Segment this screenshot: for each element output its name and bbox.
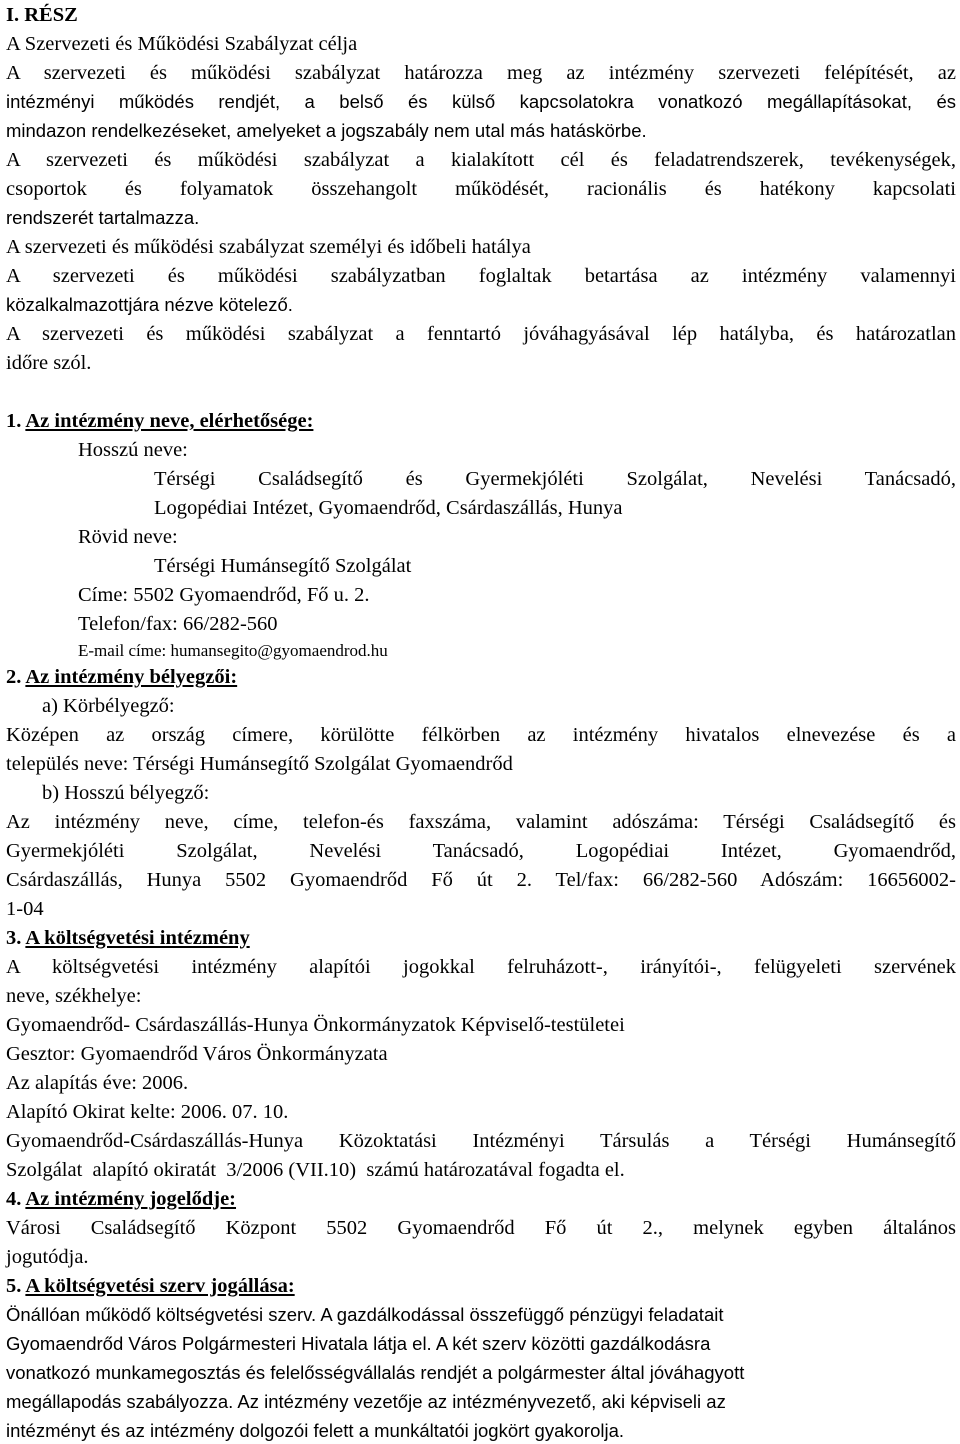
section-3-title: A költségvetési intézmény: [25, 927, 250, 949]
long-stamp-label: b) Hosszú bélyegző:: [42, 782, 210, 804]
scope-paragraph-line: időre szól.: [6, 352, 92, 374]
section-5-line: Önállóan működő költségvetési szerv. A gazdálkodással összefüggő pénzügyi feladatait: [6, 1304, 724, 1325]
scope-paragraph-line: A szervezeti és működési szabályzatban foglaltak betartása az intézmény valamennyi: [6, 265, 956, 287]
section-4-title: Az intézmény jogelődje:: [25, 1188, 237, 1210]
section-4-number: 4.: [6, 1188, 22, 1210]
section-1-title: Az intézmény neve, elérhetősége:: [25, 410, 314, 432]
phone-fax: Telefon/fax: 66/282-560: [78, 613, 278, 635]
scope-heading: A szervezeti és működési szabályzat személyi és időbeli hatálya: [6, 236, 531, 258]
purpose-paragraph-line: intézményi működés rendjét, a belső és külső kapcsolatokra vonatkozó megállapításokat, és: [6, 91, 956, 112]
purpose-heading: A Szervezeti és Működési Szabályzat célja: [6, 33, 358, 55]
purpose-paragraph-line: A szervezeti és működési szabályzat határozza meg az intézmény szervezeti felépítését, az: [6, 62, 956, 84]
section-2-heading: [6, 664, 237, 690]
long-name-label: Hosszú neve:: [78, 439, 188, 461]
section-1-number: 1.: [6, 410, 22, 432]
section-4-line: Városi Családsegítő Központ 5502 Gyomaendrőd Fő út 2., melynek egyben általános: [6, 1217, 956, 1239]
short-name-label: Rövid neve:: [78, 526, 178, 548]
long-stamp-text: Az intézmény neve, címe, telefon-és faxszáma, valamint adószáma: Térségi Családsegítő és: [6, 811, 956, 833]
scope-paragraph-line: A szervezeti és működési szabályzat a fenntartó jóváhagyásával lép hatályba, és határozatlan: [6, 323, 956, 345]
section-3-line: Szolgálat alapító okiratát 3/2006 (VII.10) számú határozatával fogadta el.: [6, 1159, 625, 1181]
section-5-line: megállapodás szabályozza. Az intézmény vezetője az intézményvezető, aki képviseli az: [6, 1391, 726, 1412]
address: Címe: 5502 Gyomaendrőd, Fő u. 2.: [78, 584, 370, 606]
email: E-mail címe: humansegito@gyomaendrod.hu: [78, 641, 388, 660]
section-3-line: Alapító Okirat kelte: 2006. 07. 10.: [6, 1101, 289, 1123]
section-3-line: Gesztor: Gyomaendrőd Város Önkormányzata: [6, 1043, 388, 1065]
section-5-number: 5.: [6, 1275, 22, 1297]
long-stamp-text: 1-04: [6, 898, 44, 920]
section-3-line: A költségvetési intézmény alapítói jogokkal felruházott-, irányítói-, felügyeleti szervének: [6, 956, 956, 978]
long-stamp-text: Csárdaszállás, Hunya 5502 Gyomaendrőd Fő út 2. Tel/fax: 66/282-560 Adószám: 16656002-: [6, 869, 956, 891]
section-2-title: Az intézmény bélyegzői:: [25, 666, 238, 688]
round-stamp-label: a) Körbélyegző:: [42, 695, 175, 717]
section-5-heading: [6, 1273, 295, 1299]
round-stamp-text: település neve: Térségi Humánsegítő Szolgálat Gyomaendrőd: [6, 753, 513, 775]
scope-paragraph-line: közalkalmazottjára nézve kötelező.: [6, 294, 293, 315]
section-5-line: Gyomaendrőd Város Polgármesteri Hivatala látja el. A két szerv közötti gazdálkodásra: [6, 1333, 711, 1354]
section-4-line: jogutódja.: [6, 1246, 89, 1268]
section-3-line: Az alapítás éve: 2006.: [6, 1072, 189, 1094]
section-3-line: Gyomaendrőd-Csárdaszállás-Hunya Közoktatási Intézményi Társulás a Térségi Humánsegítő: [6, 1130, 956, 1152]
long-name-value: Térségi Családsegítő és Gyermekjóléti Szolgálat, Nevelési Tanácsadó,: [154, 468, 956, 490]
section-5-title: A költségvetési szerv jogállása:: [25, 1275, 295, 1297]
purpose-paragraph-line: csoportok és folyamatok összehangolt működését, racionális és hatékony kapcsolati: [6, 178, 956, 200]
section-3-line: neve, székhelye:: [6, 985, 142, 1007]
long-stamp-text: Gyermekjóléti Szolgálat, Nevelési Tanácsadó, Logopédiai Intézet, Gyomaendrőd,: [6, 840, 956, 862]
section-4-heading: [6, 1186, 236, 1212]
round-stamp-text: Középen az ország címere, körülötte félkörben az intézmény hivatalos elnevezése és a: [6, 724, 956, 746]
long-name-value: Logopédiai Intézet, Gyomaendrőd, Csárdaszállás, Hunya: [154, 497, 623, 519]
short-name-value: Térségi Humánsegítő Szolgálat: [154, 555, 412, 577]
section-5-line: intézményt és az intézmény dolgozói felett a munkáltatói jogkört gyakorolja.: [6, 1420, 625, 1441]
part-title: I. RÉSZ: [6, 4, 78, 26]
purpose-paragraph-line: rendszerét tartalmazza.: [6, 207, 200, 228]
section-2-number: 2.: [6, 666, 22, 688]
purpose-paragraph-line: A szervezeti és működési szabályzat a kialakított cél és feladatrendszerek, tevékenységek,: [6, 149, 956, 171]
purpose-paragraph-line: mindazon rendelkezéseket, amelyeket a jogszabály nem utal más hatáskörbe.: [6, 120, 647, 141]
section-3-line: Gyomaendrőd- Csárdaszállás-Hunya Önkormányzatok Képviselő-testületei: [6, 1014, 625, 1036]
section-5-line: vonatkozó munkamegosztás és felelősségvállalás rendjét a polgármester által jóváhagyott: [6, 1362, 745, 1383]
section-1-heading: [6, 408, 313, 434]
section-3-heading: [6, 925, 250, 951]
section-3-number: 3.: [6, 927, 22, 949]
